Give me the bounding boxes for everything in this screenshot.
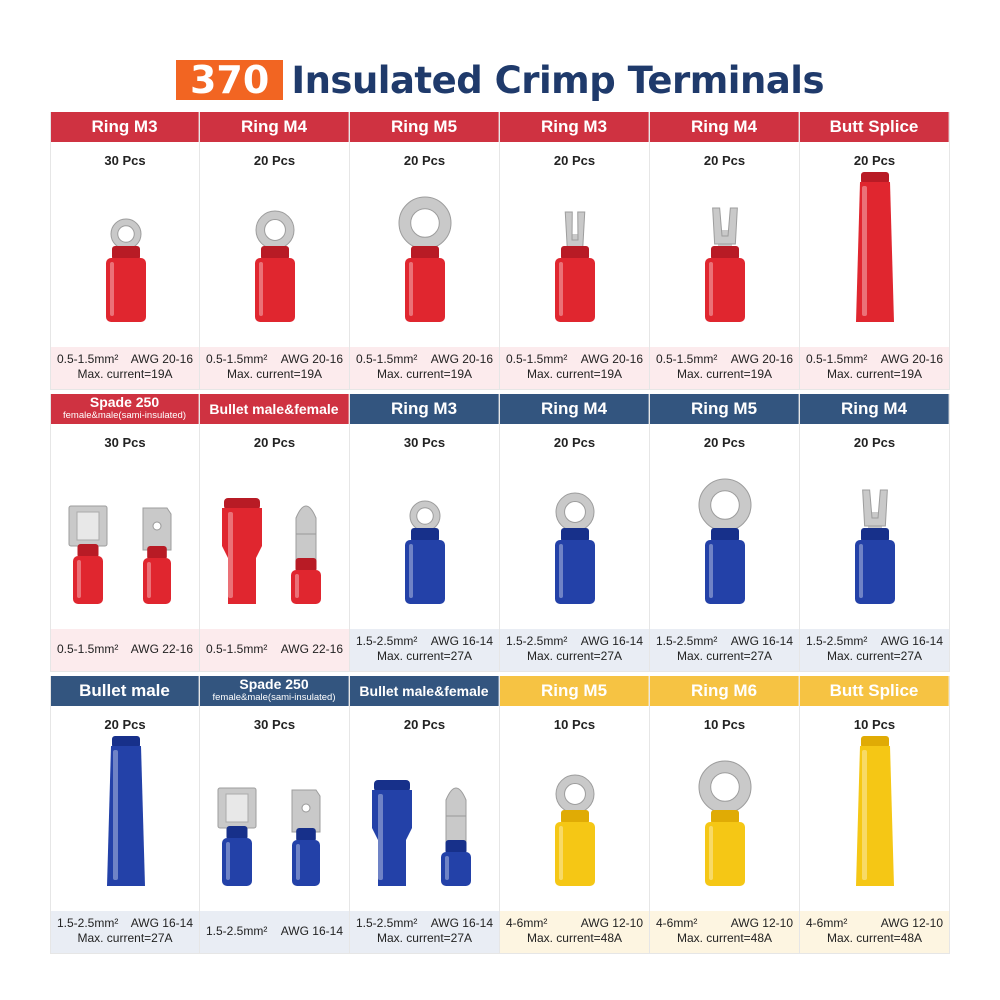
terminal-image: [51, 736, 201, 906]
terminal-image: [800, 172, 950, 342]
spec-panel: [200, 629, 349, 671]
terminal-label: Bullet male&female: [200, 394, 349, 424]
insulation-sleeve: [555, 810, 595, 886]
awg-range: AWG 16-14: [280, 924, 343, 938]
ring-terminal-icon: [699, 479, 751, 532]
terminal-image: [200, 736, 350, 906]
wire-size: 0.5-1.5mm²: [806, 352, 868, 366]
terminal-label: [200, 676, 349, 706]
max-current: Max. current=19A: [826, 367, 923, 381]
terminal-card: [50, 676, 200, 954]
awg-range: AWG 22-16: [130, 642, 193, 656]
wire-size: 1.5-2.5mm²: [57, 916, 119, 930]
terminal-label: Ring M3: [51, 112, 199, 142]
insulation-sleeve: [705, 528, 745, 604]
wire-size: 0.5-1.5mm²: [506, 352, 568, 366]
quantity: 20 Pcs: [703, 153, 746, 168]
wire-size: 4-6mm²: [656, 916, 698, 930]
female-spade-sleeve: [222, 826, 252, 886]
max-current: Max. current=27A: [826, 649, 923, 663]
wire-size: 1.5-2.5mm²: [356, 916, 418, 930]
male-spade-sleeve: [292, 828, 320, 886]
ring-terminal-icon: [699, 761, 751, 814]
ring-terminal-icon: [111, 219, 141, 250]
terminal-card: [350, 676, 500, 954]
insulation-sleeve: [555, 246, 595, 322]
spec-panel: [800, 911, 949, 953]
awg-range: AWG 20-16: [730, 352, 793, 366]
wire-size: 1.5-2.5mm²: [206, 924, 268, 938]
terminal-image: [51, 454, 201, 624]
quantity: 20 Pcs: [104, 717, 146, 732]
page-title: Insulated Crimp Terminals: [291, 58, 825, 102]
ring-terminal-icon: [399, 197, 451, 250]
male-bullet-icon: [296, 506, 316, 562]
terminal-card: [350, 394, 500, 672]
ring-terminal-icon: [256, 211, 294, 250]
terminal-image: [51, 172, 201, 342]
spec-panel: [500, 347, 649, 389]
spec-panel: [200, 911, 349, 953]
quantity: 20 Pcs: [253, 435, 296, 450]
female-spade-sleeve: [73, 544, 103, 604]
wire-size: 1.5-2.5mm²: [506, 634, 568, 648]
count-badge: 370: [176, 60, 283, 100]
quantity: 10 Pcs: [703, 717, 746, 732]
awg-range: AWG 20-16: [280, 352, 343, 366]
wire-size: 0.5-1.5mm²: [356, 352, 418, 366]
quantity: 30 Pcs: [253, 717, 296, 732]
terminal-image: [500, 172, 650, 342]
fork-terminal-icon: [863, 490, 888, 532]
spec-panel: [51, 347, 199, 389]
terminal-row: [50, 676, 950, 954]
wire-size: 0.5-1.5mm²: [57, 642, 119, 656]
butt-splice-icon: [107, 736, 145, 886]
max-current: Max. current=27A: [526, 649, 623, 663]
ring-terminal-icon: [556, 493, 594, 532]
max-current: Max. current=19A: [376, 367, 473, 381]
butt-splice-icon: [856, 736, 894, 886]
spec-panel: [800, 629, 949, 671]
spec-panel: [650, 629, 799, 671]
male-spade-icon: [292, 790, 320, 832]
female-spade-icon: [69, 506, 107, 546]
awg-range: AWG 16-14: [430, 634, 493, 648]
spec-panel: [350, 629, 499, 671]
max-current: Max. current=19A: [226, 367, 323, 381]
terminal-card: [200, 112, 350, 390]
insulation-sleeve: [855, 528, 895, 604]
max-current: Max. current=19A: [77, 367, 173, 381]
terminal-grid: [50, 112, 950, 958]
terminal-card: [200, 676, 350, 954]
max-current: Max. current=19A: [676, 367, 773, 381]
quantity: 30 Pcs: [104, 153, 146, 168]
terminal-label: Ring M4: [650, 112, 799, 142]
spec-panel: [51, 629, 199, 671]
terminal-card: [650, 112, 800, 390]
wire-size: 1.5-2.5mm²: [806, 634, 868, 648]
spec-panel: [650, 911, 799, 953]
terminal-image: [650, 172, 800, 342]
awg-range: AWG 20-16: [580, 352, 643, 366]
terminal-label: Ring M4: [200, 112, 349, 142]
max-current: Max. current=27A: [376, 931, 473, 945]
max-current: Max. current=48A: [526, 931, 623, 945]
terminal-image: [500, 454, 650, 624]
insulation-sleeve: [106, 246, 146, 322]
wire-size: 1.5-2.5mm²: [356, 634, 418, 648]
max-current: Max. current=48A: [676, 931, 773, 945]
ring-terminal-icon: [410, 501, 440, 532]
terminal-card: [50, 112, 200, 390]
terminal-image: [800, 454, 950, 624]
spec-panel: [800, 347, 949, 389]
awg-range: AWG 16-14: [730, 634, 793, 648]
awg-range: AWG 20-16: [430, 352, 493, 366]
quantity: 20 Pcs: [853, 153, 896, 168]
wire-size: 0.5-1.5mm²: [57, 352, 119, 366]
terminal-card: [800, 394, 950, 672]
quantity: 30 Pcs: [104, 435, 146, 450]
terminal-sublabel: female&male(sami-insulated): [62, 410, 187, 421]
male-bullet-icon: [446, 788, 466, 844]
wire-size: 0.5-1.5mm²: [206, 352, 268, 366]
terminal-label: Ring M3: [500, 112, 649, 142]
insulation-sleeve: [555, 528, 595, 604]
male-spade-sleeve: [143, 546, 171, 604]
terminal-label-text: Spade 250: [239, 676, 309, 692]
wire-size: 4-6mm²: [806, 916, 848, 930]
max-current: Max. current=48A: [826, 931, 923, 945]
max-current: Max. current=27A: [77, 931, 173, 945]
quantity: 30 Pcs: [403, 435, 446, 450]
spec-panel: [350, 347, 499, 389]
quantity: 20 Pcs: [553, 153, 596, 168]
insulation-sleeve: [705, 810, 745, 886]
terminal-image: [350, 454, 500, 624]
terminal-card: [50, 394, 200, 672]
wire-size: 1.5-2.5mm²: [656, 634, 718, 648]
terminal-card: [500, 676, 650, 954]
terminal-card: [650, 676, 800, 954]
terminal-label: Ring M3: [350, 394, 499, 424]
terminal-card: [200, 394, 350, 672]
butt-splice-icon: [856, 172, 894, 322]
fork-terminal-icon: [565, 212, 585, 250]
awg-range: AWG 20-16: [880, 352, 943, 366]
awg-range: AWG 12-10: [730, 916, 793, 930]
terminal-label: Ring M5: [350, 112, 499, 142]
insulation-sleeve: [405, 246, 445, 322]
spec-panel: [200, 347, 349, 389]
male-spade-icon: [143, 508, 171, 550]
terminal-image: [650, 454, 800, 624]
insulation-sleeve: [405, 528, 445, 604]
female-spade-icon: [218, 788, 256, 828]
spec-panel: [500, 629, 649, 671]
max-current: Max. current=19A: [526, 367, 623, 381]
terminal-row: [50, 394, 950, 672]
terminal-label: Ring M6: [650, 676, 799, 706]
awg-range: AWG 16-14: [130, 916, 193, 930]
male-bullet-sleeve: [291, 558, 321, 604]
terminal-card: [350, 112, 500, 390]
terminal-label-text: Spade 250: [89, 394, 160, 410]
title-bar: [0, 52, 1000, 108]
female-bullet-icon: [372, 780, 412, 886]
spec-panel: [51, 911, 199, 953]
terminal-image: [650, 736, 800, 906]
terminal-label: Butt Splice: [800, 676, 949, 706]
terminal-row: [50, 112, 950, 390]
spec-panel: [500, 911, 649, 953]
wire-size: 0.5-1.5mm²: [656, 352, 718, 366]
terminal-label: Ring M5: [500, 676, 649, 706]
insulation-sleeve: [255, 246, 295, 322]
max-current: Max. current=27A: [376, 649, 473, 663]
terminal-label: [51, 394, 199, 424]
terminal-image: [200, 454, 350, 624]
awg-range: AWG 16-14: [430, 916, 493, 930]
fork-terminal-icon: [713, 208, 738, 250]
awg-range: AWG 12-10: [880, 916, 943, 930]
terminal-card: [500, 112, 650, 390]
quantity: 20 Pcs: [703, 435, 746, 450]
terminal-label: Ring M5: [650, 394, 799, 424]
quantity: 20 Pcs: [403, 717, 446, 732]
awg-range: AWG 12-10: [580, 916, 643, 930]
insulation-sleeve: [705, 246, 745, 322]
female-bullet-icon: [222, 498, 262, 604]
terminal-image: [500, 736, 650, 906]
terminal-image: [350, 736, 500, 906]
terminal-label: Ring M4: [500, 394, 649, 424]
terminal-card: [800, 676, 950, 954]
terminal-card: [500, 394, 650, 672]
spec-panel: [350, 911, 499, 953]
spec-panel: [650, 347, 799, 389]
quantity: 10 Pcs: [553, 717, 596, 732]
terminal-label: Ring M4: [800, 394, 949, 424]
wire-size: 4-6mm²: [506, 916, 548, 930]
ring-terminal-icon: [556, 775, 594, 814]
quantity: 20 Pcs: [853, 435, 896, 450]
terminal-card: [800, 112, 950, 390]
terminal-image: [350, 172, 500, 342]
terminal-sublabel: female&male(sami-insulated): [212, 692, 336, 703]
terminal-label: Bullet male&female: [350, 676, 499, 706]
quantity: 20 Pcs: [553, 435, 596, 450]
terminal-image: [800, 736, 950, 906]
quantity: 20 Pcs: [253, 153, 296, 168]
awg-range: AWG 16-14: [580, 634, 643, 648]
quantity: 10 Pcs: [853, 717, 896, 732]
terminal-label: Butt Splice: [800, 112, 949, 142]
terminal-card: [650, 394, 800, 672]
quantity: 20 Pcs: [403, 153, 446, 168]
male-bullet-sleeve: [441, 840, 471, 886]
terminal-label: Bullet male: [51, 676, 199, 706]
awg-range: AWG 20-16: [130, 352, 193, 366]
awg-range: AWG 16-14: [880, 634, 943, 648]
max-current: Max. current=27A: [676, 649, 773, 663]
terminal-image: [200, 172, 350, 342]
wire-size: 0.5-1.5mm²: [206, 642, 268, 656]
awg-range: AWG 22-16: [280, 642, 343, 656]
